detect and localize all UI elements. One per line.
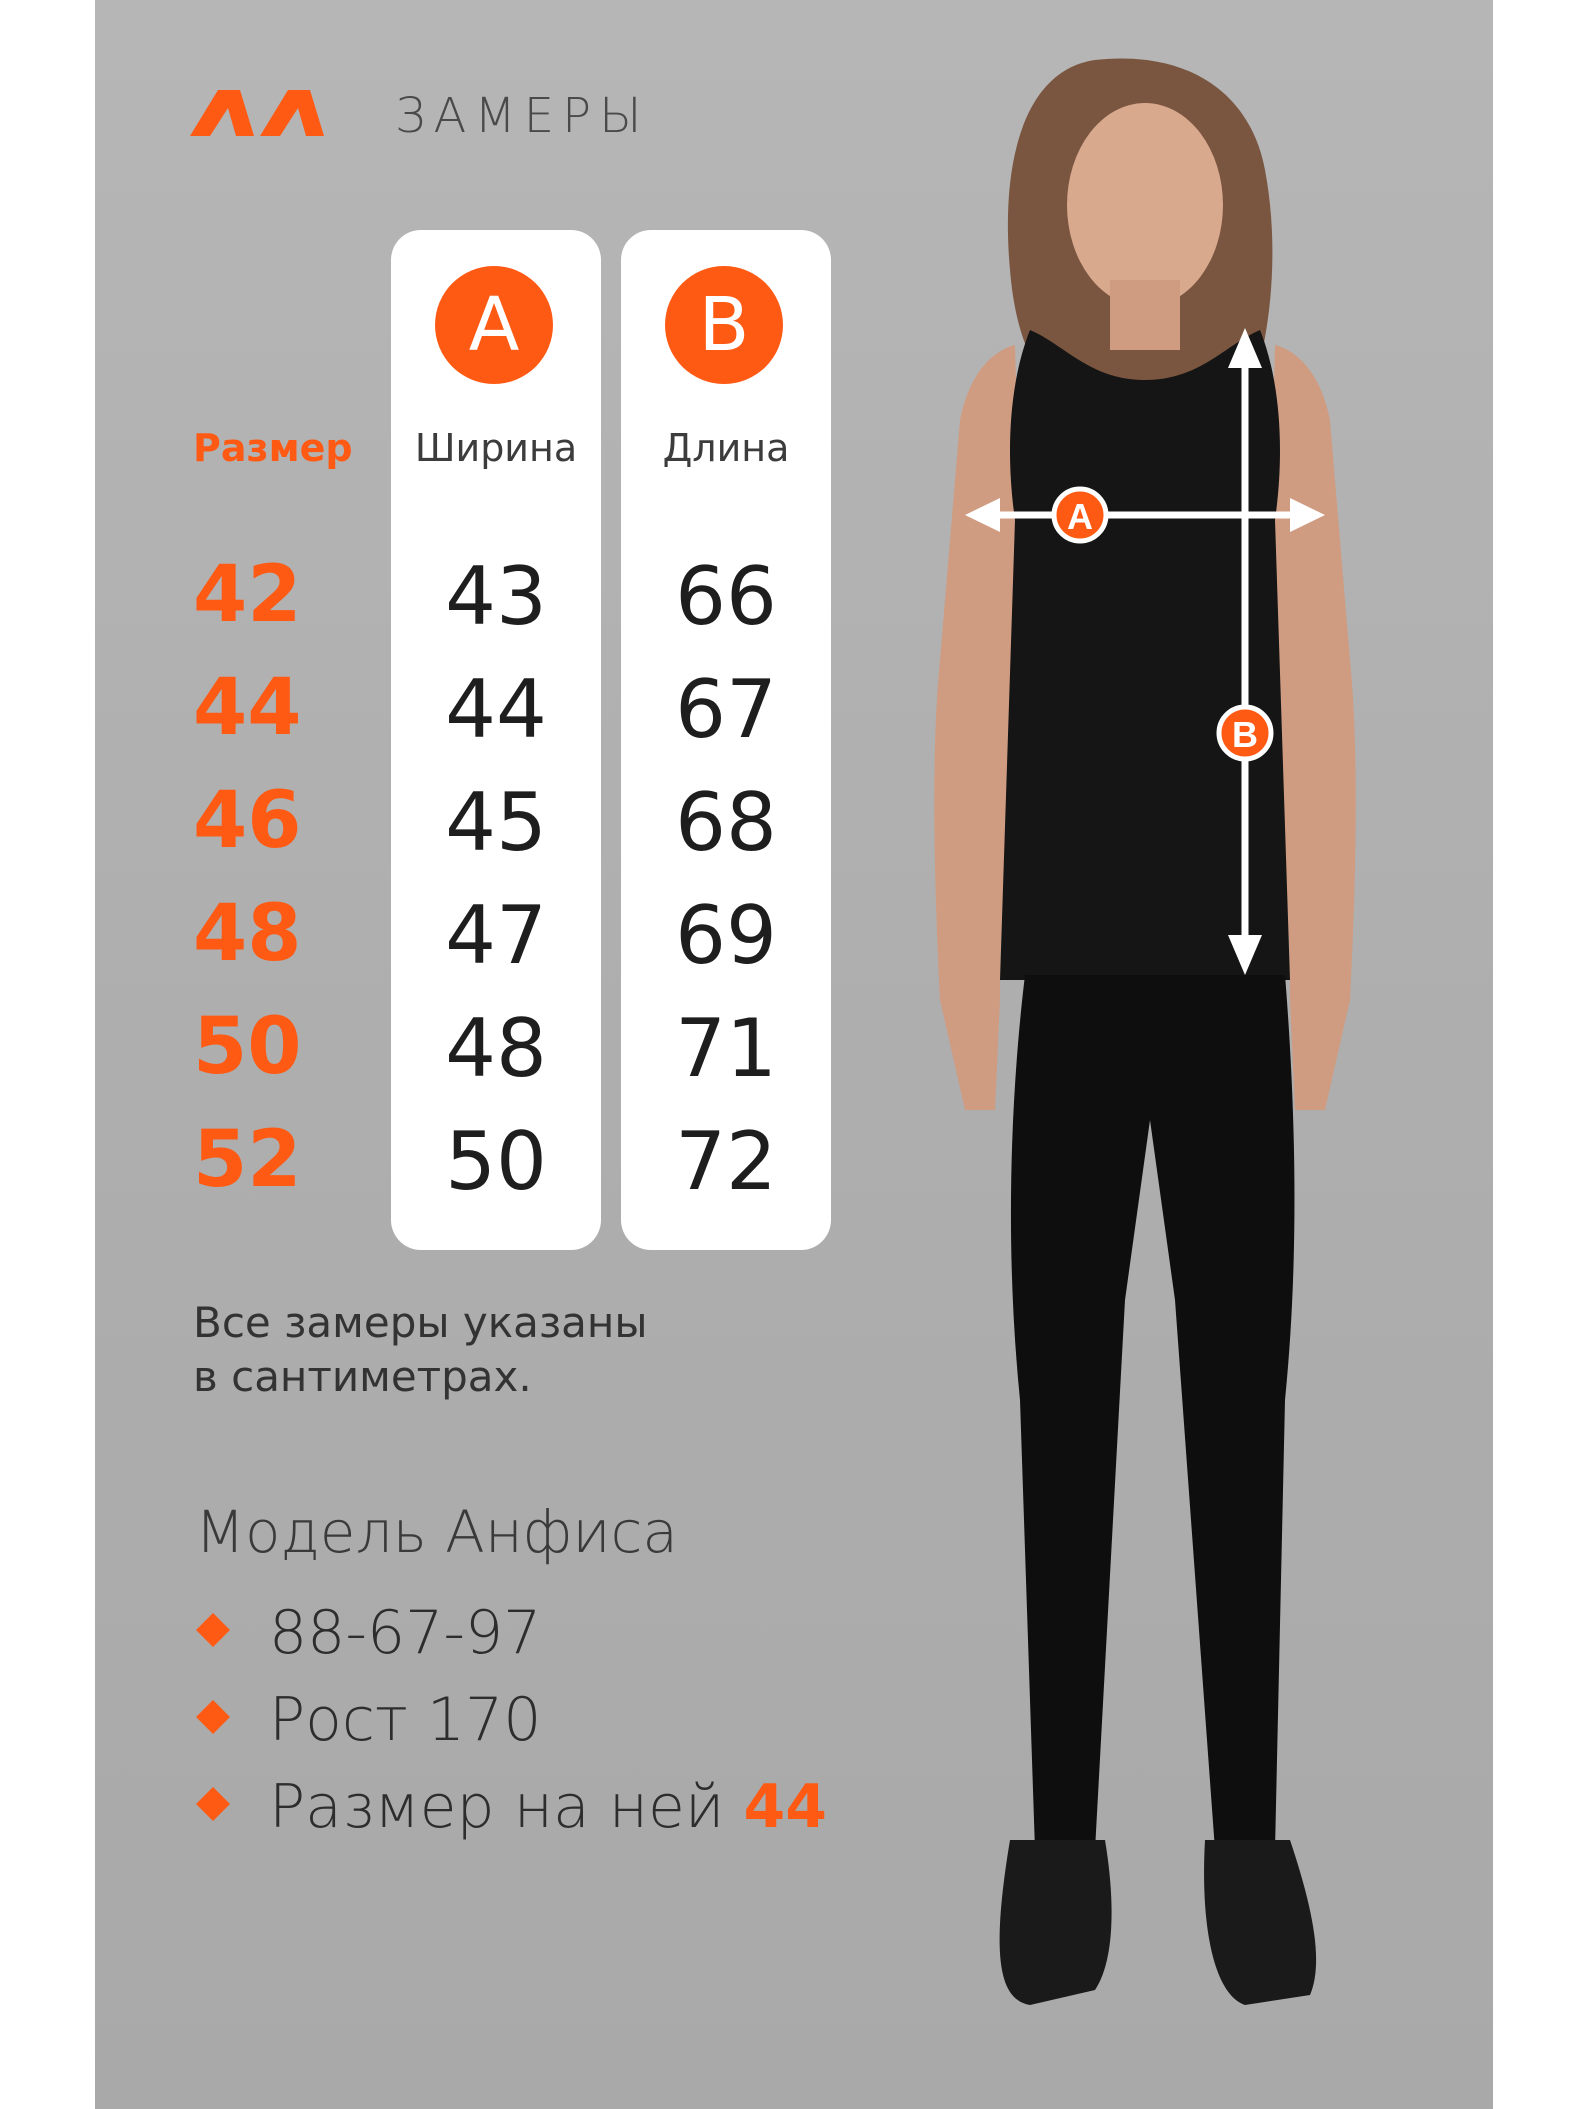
marker-b: B <box>1232 714 1258 755</box>
length-value: 71 <box>675 1002 777 1095</box>
badge-b: B <box>665 266 783 384</box>
length-column-header: Длина <box>662 426 790 470</box>
length-value: 68 <box>675 776 777 869</box>
units-note-line: Все замеры указаны <box>193 1298 648 1347</box>
length-value: 69 <box>675 889 777 982</box>
model-name: Модель Анфиса <box>195 1498 678 1566</box>
model-photo <box>95 0 1493 2109</box>
model-params-text: 88-67-97 <box>269 1598 542 1668</box>
width-value: 47 <box>445 889 547 982</box>
width-value: 50 <box>445 1115 547 1208</box>
badge-a: A <box>435 266 553 384</box>
width-value: 48 <box>445 1002 547 1095</box>
background-panel <box>95 0 1493 2109</box>
length-value: 72 <box>675 1115 777 1208</box>
size-value: 48 <box>193 889 302 979</box>
width-value: 45 <box>445 776 547 869</box>
length-value: 67 <box>675 663 777 756</box>
length-value: 66 <box>675 550 777 643</box>
width-value: 43 <box>445 550 547 643</box>
units-note-line: в сантиметрах. <box>193 1352 532 1401</box>
width-column-header: Ширина <box>414 426 578 470</box>
model-height-text: Рост 170 <box>269 1685 542 1755</box>
marker-a: A <box>1067 496 1093 537</box>
size-value: 42 <box>193 550 302 640</box>
size-value: 44 <box>193 663 302 753</box>
model-size-text: Размер на ней <box>269 1772 725 1842</box>
size-column-header: Размер <box>193 426 353 470</box>
page-title: ЗАМЕРЫ <box>395 88 650 144</box>
width-value: 44 <box>445 663 547 756</box>
model-size-value: 44 <box>743 1772 828 1842</box>
size-value: 52 <box>193 1115 302 1205</box>
size-value: 46 <box>193 776 302 866</box>
size-value: 50 <box>193 1002 302 1092</box>
